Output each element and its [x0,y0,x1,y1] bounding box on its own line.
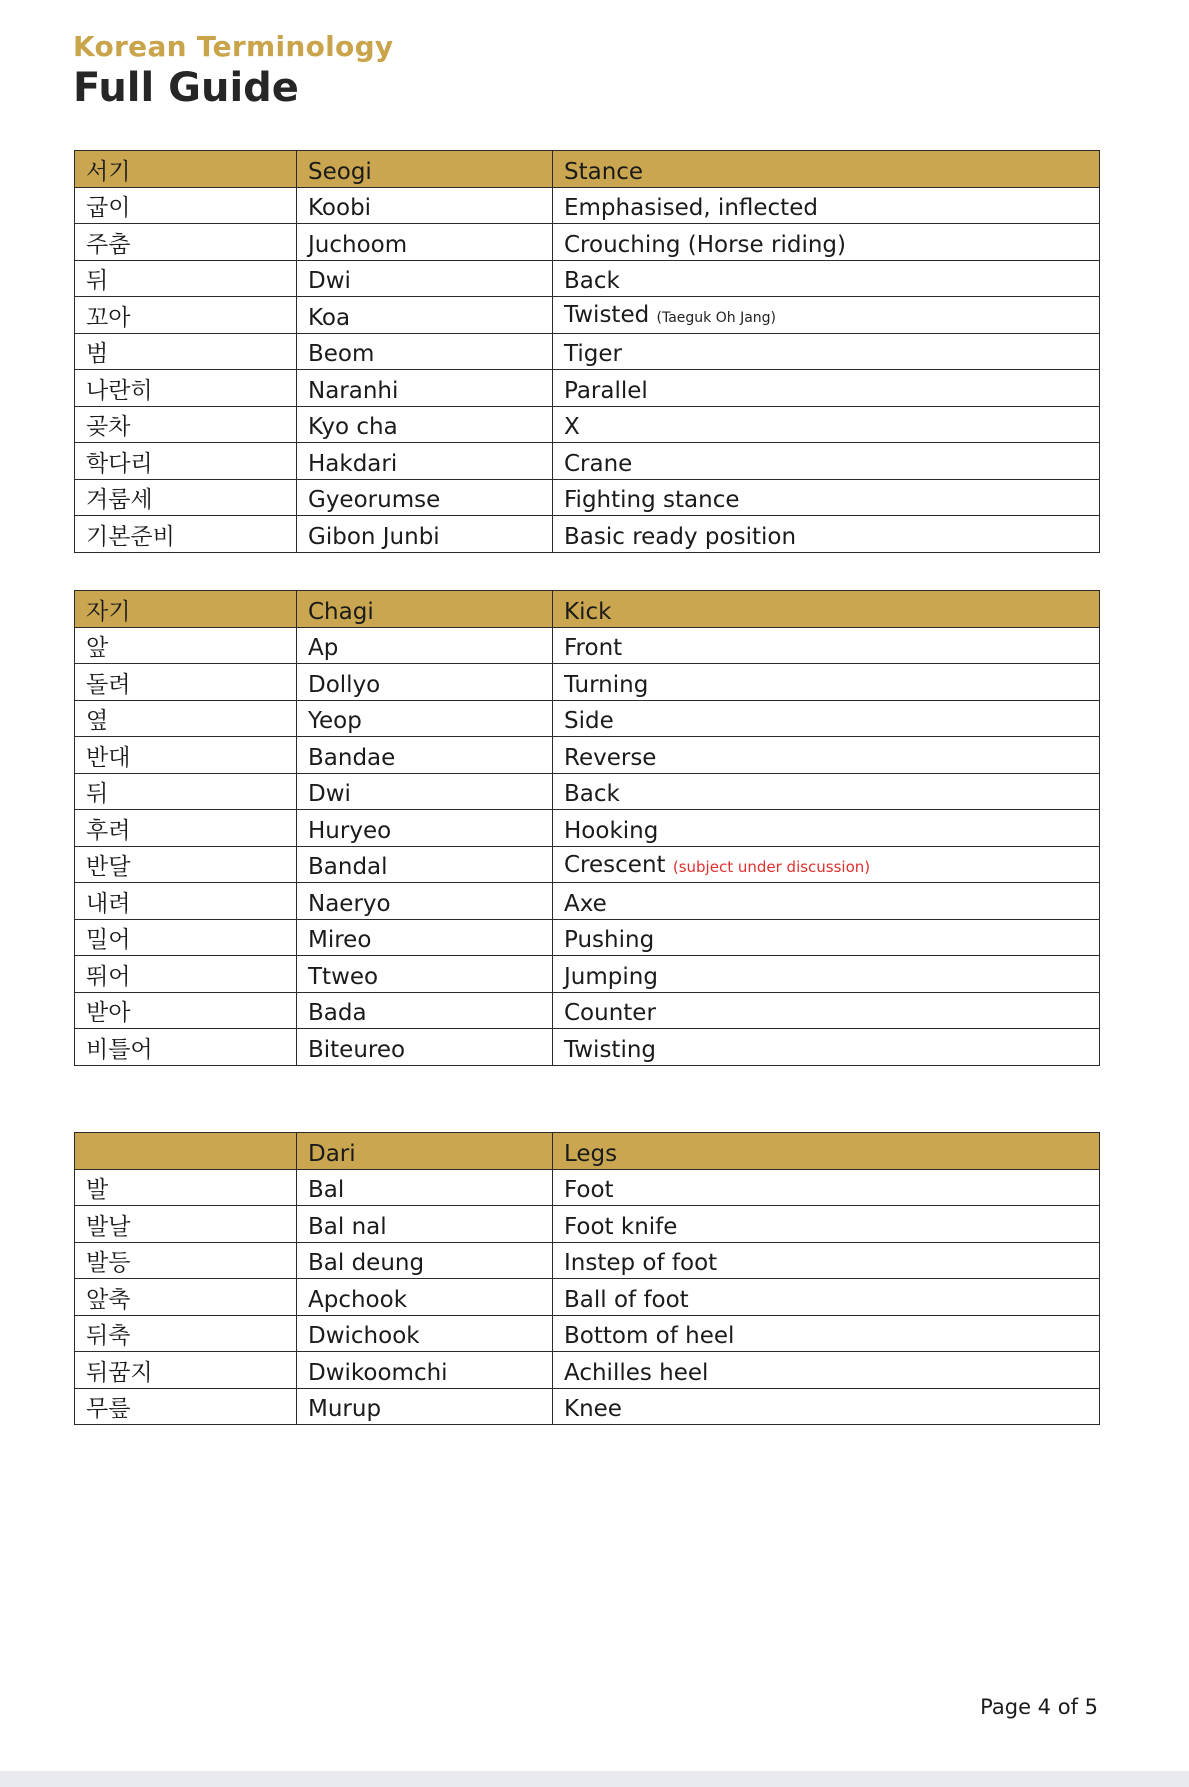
romanized-cell-text: Bal [308,1177,345,1203]
korean-cell-text: 꼬아 [86,304,131,331]
romanized-cell-text: Apchook [308,1286,408,1313]
english-cell [553,992,1100,1029]
korean-cell [75,810,297,847]
romanized-cell-text: Kyo cha [308,414,398,440]
romanized-cell-text: Dollyo [308,671,381,698]
header-english-cell: Stance [553,151,1100,188]
korean-cell [75,1169,297,1206]
korean-cell [75,516,297,553]
english-cell-text: Counter [564,1000,656,1026]
romanized-cell [297,700,553,737]
romanized-cell-text: Huryeo [308,817,392,844]
english-cell-text: Emphasised, inflected [564,195,818,221]
korean-cell-text: 곶차 [86,414,131,440]
table-row [75,846,1100,883]
romanized-cell [297,406,553,443]
header-english-cell: Kick [553,591,1100,628]
english-cell-text: Front [564,635,623,661]
romanized-cell [297,1206,553,1243]
english-cell [553,516,1100,553]
korean-cell [75,1315,297,1352]
romanized-cell-text: Juchoom [308,231,408,258]
table-row [75,1352,1100,1389]
english-cell [553,1388,1100,1425]
romanized-cell-text: Dwi [308,268,351,294]
romanized-cell [297,1242,553,1279]
stance-table [74,150,1100,553]
table-row [75,406,1100,443]
korean-cell-text: 나란히 [86,377,153,404]
table-row [75,700,1100,737]
english-cell-text: Basic ready position [564,523,797,550]
romanized-cell-text: Koa [308,304,351,331]
english-cell-text: Jumping [564,963,658,990]
romanized-cell-text: Koobi [308,195,372,221]
english-cell [553,1169,1100,1206]
table-row [75,992,1100,1029]
table-header-row [75,591,1100,628]
romanized-cell-text: Yeop [308,708,362,734]
english-cell-text: X [564,414,580,440]
english-cell-text: Pushing [564,927,655,953]
english-cell-text: Back [564,781,620,807]
romanized-cell [297,333,553,370]
korean-cell [75,1029,297,1066]
english-cell-text: Ball of foot [564,1286,689,1313]
romanized-cell [297,773,553,810]
english-cell-text: Reverse [564,744,657,771]
korean-cell [75,1388,297,1425]
korean-cell-text: 밀어 [86,927,131,953]
header-english-cell: Legs [553,1133,1100,1170]
table-row [75,737,1100,774]
korean-cell-text: 발날 [86,1213,131,1240]
english-cell-text: Axe [564,890,607,917]
english-cell [553,810,1100,847]
english-cell [553,956,1100,993]
english-cell [553,1206,1100,1243]
korean-cell-text: 발 [86,1177,109,1203]
table-row [75,919,1100,956]
row-note: (subject under discussion) [672,858,871,876]
korean-cell [75,443,297,480]
romanized-cell-text: Naeryo [308,890,391,917]
korean-cell [75,737,297,774]
korean-cell [75,333,297,370]
korean-cell-text: 반달 [86,854,131,880]
english-cell [553,1029,1100,1066]
english-cell-text: Crouching (Horse riding) [564,231,846,258]
english-cell [553,627,1100,664]
legs-table [74,1132,1100,1425]
korean-cell [75,224,297,261]
romanized-cell [297,1279,553,1316]
romanized-cell [297,479,553,516]
romanized-cell-text: Gyeorumse [308,487,441,513]
korean-cell-text: 뒤꿈지 [86,1359,153,1386]
korean-cell [75,773,297,810]
table-row [75,664,1100,701]
english-cell [553,700,1100,737]
viewer-bottom-bar [0,1771,1189,1787]
romanized-cell-text: Biteureo [308,1036,406,1063]
table-row [75,1169,1100,1206]
romanized-cell [297,1029,553,1066]
english-cell-text: Achilles heel [564,1359,709,1386]
korean-cell [75,919,297,956]
header-romanized-cell: Chagi [297,591,553,628]
english-cell-text: Foot [564,1177,614,1203]
korean-cell-text: 굽이 [86,195,131,221]
english-cell-text: Bottom of heel [564,1323,735,1349]
korean-cell [75,664,297,701]
romanized-cell [297,846,553,883]
table-row [75,1279,1100,1316]
header-korean-cell [75,1133,297,1170]
romanized-cell [297,297,553,334]
table-row [75,810,1100,847]
english-cell-text: Twisting [564,1036,657,1063]
english-cell [553,1352,1100,1389]
english-cell-text: Knee [564,1396,622,1422]
english-cell [553,883,1100,920]
header-korean-cell: 자기 [75,591,297,628]
korean-cell-text: 앞축 [86,1286,131,1313]
romanized-cell [297,443,553,480]
table-row [75,1388,1100,1425]
korean-cell [75,1352,297,1389]
english-cell [553,333,1100,370]
romanized-cell-text: Ap [308,635,339,661]
korean-cell-text: 주춤 [86,231,131,258]
table-row [75,224,1100,261]
english-cell-text: Side [564,708,614,734]
english-cell [553,664,1100,701]
romanized-cell-text: Ttweo [308,963,379,990]
english-cell-text: Fighting stance [564,487,740,513]
english-cell [553,224,1100,261]
english-cell [553,846,1100,883]
romanized-cell [297,1352,553,1389]
korean-cell [75,260,297,297]
korean-cell-text: 앞 [86,635,109,661]
romanized-cell [297,1169,553,1206]
romanized-cell-text: Hakdari [308,450,398,477]
korean-cell-text: 겨룸세 [86,487,153,513]
korean-cell-text: 뒤 [86,268,109,294]
korean-cell [75,479,297,516]
english-cell-text: Parallel [564,377,648,404]
romanized-cell-text: Beom [308,341,375,367]
english-cell-text: Tiger [564,341,622,367]
table-row [75,627,1100,664]
page-header [73,30,393,111]
romanized-cell-text: Bada [308,1000,367,1026]
english-cell [553,187,1100,224]
header-romanized-cell: Dari [297,1133,553,1170]
table-row [75,1206,1100,1243]
romanized-cell [297,664,553,701]
korean-cell-text: 비틀어 [86,1036,153,1063]
romanized-cell [297,919,553,956]
korean-cell [75,1279,297,1316]
korean-cell [75,700,297,737]
english-cell-text: Crane [564,450,633,477]
english-cell-text: Crescent [564,852,666,878]
korean-cell-text: 뒤 [86,781,109,807]
table-row [75,956,1100,993]
english-cell-text: Hooking [564,817,659,844]
table-row [75,516,1100,553]
korean-cell-text: 뛰어 [86,963,131,990]
table-row [75,443,1100,480]
kick-table [74,590,1100,1066]
romanized-cell [297,370,553,407]
romanized-cell [297,810,553,847]
korean-cell [75,1242,297,1279]
korean-cell [75,883,297,920]
table-row [75,479,1100,516]
table-row [75,187,1100,224]
table-row [75,883,1100,920]
korean-cell-text: 받아 [86,1000,131,1026]
korean-cell-text: 내려 [86,890,131,917]
korean-cell [75,627,297,664]
table-header-row [75,151,1100,188]
english-cell [553,479,1100,516]
romanized-cell-text: Mireo [308,927,372,953]
table-row [75,1315,1100,1352]
korean-cell [75,956,297,993]
romanized-cell-text: Bandae [308,744,396,771]
romanized-cell-text: Bandal [308,854,388,880]
english-cell [553,406,1100,443]
document-subtitle: Korean Terminology [73,30,394,63]
korean-cell [75,297,297,334]
korean-cell-text: 후려 [86,817,131,844]
table-row [75,1029,1100,1066]
romanized-cell [297,224,553,261]
korean-cell-text: 학다리 [86,450,153,477]
romanized-cell-text: Dwikoomchi [308,1359,448,1386]
english-cell-text: Foot knife [564,1213,678,1240]
romanized-cell [297,627,553,664]
english-cell-text: Instep of foot [564,1250,718,1276]
english-cell [553,1242,1100,1279]
korean-cell-text: 무릎 [86,1396,131,1422]
english-cell [553,370,1100,407]
table-row [75,773,1100,810]
english-cell [553,737,1100,774]
korean-cell-text: 돌려 [86,671,131,698]
english-cell [553,260,1100,297]
table-row [75,297,1100,334]
document-title: Full Guide [73,65,299,111]
romanized-cell-text: Dwi [308,781,351,807]
romanized-cell-text: Naranhi [308,377,399,404]
korean-cell [75,406,297,443]
english-cell [553,1315,1100,1352]
romanized-cell-text: Dwichook [308,1323,420,1349]
english-cell [553,919,1100,956]
english-cell [553,443,1100,480]
romanized-cell [297,1388,553,1425]
english-cell-text: Turning [564,671,649,698]
english-cell [553,773,1100,810]
table-row [75,370,1100,407]
korean-cell-text: 범 [86,341,109,367]
romanized-cell [297,992,553,1029]
korean-cell [75,992,297,1029]
table-row [75,333,1100,370]
romanized-cell-text: Bal deung [308,1250,425,1276]
romanized-cell-text: Bal nal [308,1213,387,1240]
table-row [75,260,1100,297]
page-number: Page 4 of 5 [980,1695,1098,1719]
korean-cell-text: 뒤축 [86,1323,131,1349]
table-header-row [75,1133,1100,1170]
romanized-cell-text: Murup [308,1396,382,1422]
english-cell-text: Back [564,268,620,294]
romanized-cell [297,187,553,224]
romanized-cell [297,956,553,993]
header-korean-cell: 서기 [75,151,297,188]
row-note: (Taeguk Oh Jang) [656,309,776,326]
romanized-cell [297,1315,553,1352]
korean-cell-text: 발등 [86,1250,131,1276]
korean-cell-text: 반대 [86,744,131,771]
header-romanized-cell: Seogi [297,151,553,188]
romanized-cell-text: Gibon Junbi [308,523,440,550]
english-cell-text: Twisted [564,301,650,328]
korean-cell-text: 기본준비 [86,523,175,550]
english-cell [553,1279,1100,1316]
korean-cell [75,846,297,883]
table-row [75,1242,1100,1279]
romanized-cell [297,883,553,920]
romanized-cell [297,260,553,297]
english-cell [553,297,1100,334]
korean-cell [75,187,297,224]
romanized-cell [297,737,553,774]
korean-cell [75,370,297,407]
romanized-cell [297,516,553,553]
korean-cell [75,1206,297,1243]
korean-cell-text: 옆 [86,708,109,734]
